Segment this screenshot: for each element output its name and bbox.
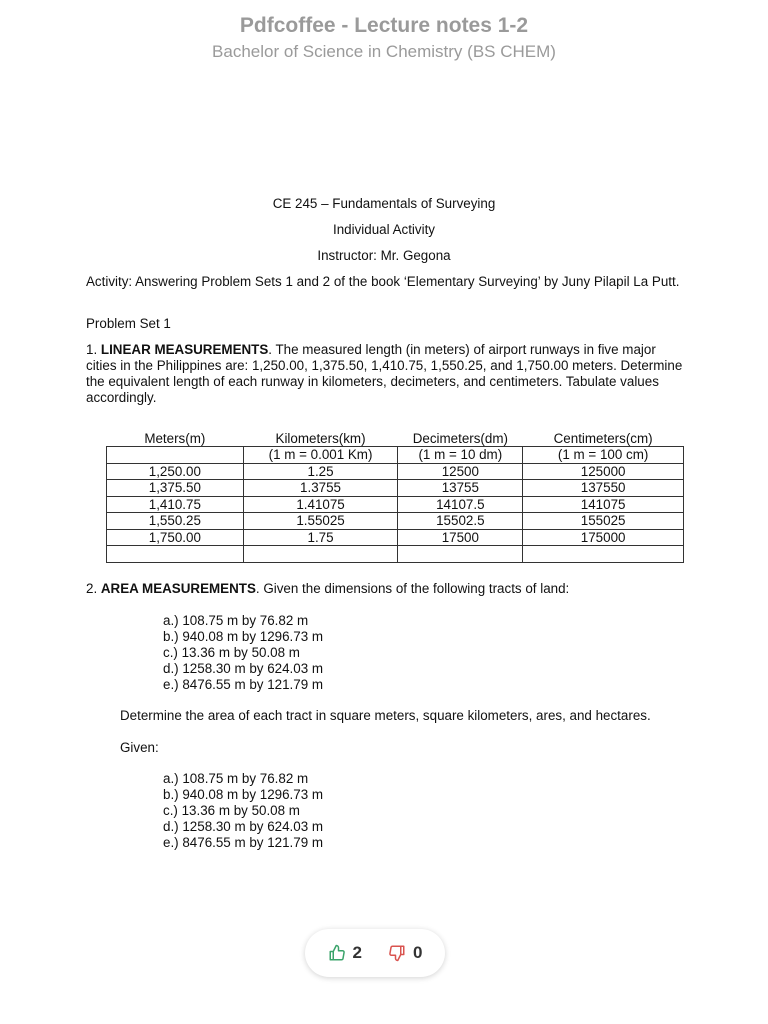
activity-description: Activity: Answering Problem Sets 1 and 2 of the book ‘Elementary Surveying’ by Juny Pilapil La Putt. [86, 274, 680, 289]
upvote-count: 2 [352, 943, 362, 962]
question-1-number: 1. [86, 342, 101, 357]
table-subheader-cell: (1 m = 100 cm) [523, 447, 684, 464]
table-subheader-cell: (1 m = 10 dm) [398, 447, 523, 464]
given-tract-list [163, 771, 323, 851]
table-cell: 12500 [398, 463, 523, 480]
list-item: e.) 8476.55 m by 121.79 m [163, 835, 324, 850]
table-cell: 1,375.50 [107, 480, 244, 497]
question-1 [86, 342, 686, 406]
table-header-cell: Meters(m) [144, 431, 206, 446]
list-item: c.) 13.36 m by 50.08 m [163, 803, 300, 818]
table-subheader-cell: (1 m = 0.001 Km) [243, 447, 398, 464]
vote-bar [305, 929, 445, 977]
upvote-button[interactable] [328, 943, 362, 963]
table-cell: 17500 [398, 529, 523, 546]
tract-list [163, 613, 323, 693]
list-item: c.) 13.36 m by 50.08 m [163, 645, 300, 660]
list-item: a.) 108.75 m by 76.82 m [163, 613, 309, 628]
table-cell: 1.55025 [243, 513, 398, 530]
table-subheader-cell [107, 447, 244, 464]
table-cell: 1,410.75 [107, 496, 244, 513]
document-subtitle: Bachelor of Science in Chemistry (BS CHEM) [212, 42, 556, 61]
table-header-cell: Decimeters(dm) [412, 431, 508, 446]
table-row [107, 480, 684, 497]
table-cell: 14107.5 [398, 496, 523, 513]
instructor-line: Instructor: Mr. Gegona [317, 248, 451, 263]
table-cell: 125000 [523, 463, 684, 480]
table-row [107, 496, 684, 513]
runway-conversion-table [106, 431, 684, 563]
table-cell: 1,250.00 [107, 463, 244, 480]
document-title: Pdfcoffee - Lecture notes 1-2 [239, 14, 529, 37]
list-item: b.) 940.08 m by 1296.73 m [163, 787, 324, 802]
thumbs-up-icon [328, 944, 346, 962]
problem-set-label: Problem Set 1 [86, 316, 171, 331]
question-2 [86, 581, 686, 597]
given-label: Given: [120, 740, 159, 755]
list-item: b.) 940.08 m by 1296.73 m [163, 629, 324, 644]
table-cell: 1,550.25 [107, 513, 244, 530]
activity-type: Individual Activity [333, 222, 435, 237]
table-cell: 175000 [523, 529, 684, 546]
determine-instruction: Determine the area of each tract in square meters, square kilometers, ares, and hectares. [120, 708, 651, 723]
table-cell: 1.75 [243, 529, 398, 546]
question-1-text: . The measured length (in meters) of airport runways in five major cities in the Philippines are: 1,250.00, 1,375.50, 1,410.75, 1,550.25, and 1,750.00 meters. Determine the equivalent length of each runway in kilometers, decimeters, and centimeters. Tabulate values accordingly. [86, 342, 683, 405]
table-row [107, 529, 684, 546]
downvote-count: 0 [413, 943, 423, 962]
table-empty-row [107, 546, 684, 563]
list-item: e.) 8476.55 m by 121.79 m [163, 677, 324, 692]
table-cell: 1,750.00 [107, 529, 244, 546]
question-2-heading: AREA MEASUREMENTS [100, 581, 256, 596]
table-row [107, 463, 684, 480]
course-title: CE 245 – Fundamentals of Surveying [272, 196, 496, 211]
list-item: d.) 1258.30 m by 624.03 m [163, 819, 324, 834]
question-1-heading: LINEAR MEASUREMENTS [100, 342, 269, 357]
list-item: a.) 108.75 m by 76.82 m [163, 771, 309, 786]
table-cell: 15502.5 [398, 513, 523, 530]
page-header [0, 12, 768, 64]
table-cell: 155025 [523, 513, 684, 530]
question-2-number: 2. [86, 581, 101, 596]
table-subheader-row [107, 447, 684, 464]
question-2-text: . Given the dimensions of the following tracts of land: [255, 581, 570, 596]
thumbs-down-icon [388, 944, 406, 962]
table-cell: 13755 [398, 480, 523, 497]
table-cell: 141075 [523, 496, 684, 513]
table-cell: 1.3755 [243, 480, 398, 497]
table-header-cell: Centimeters(cm) [553, 431, 653, 446]
table-cell: 1.41075 [243, 496, 398, 513]
list-item: d.) 1258.30 m by 624.03 m [163, 661, 324, 676]
table-cell: 137550 [523, 480, 684, 497]
table-cell: 1.25 [243, 463, 398, 480]
table-header-cell: Kilometers(km) [275, 431, 366, 446]
table-header-row [107, 431, 684, 447]
downvote-button[interactable] [388, 943, 422, 963]
table-row [107, 513, 684, 530]
